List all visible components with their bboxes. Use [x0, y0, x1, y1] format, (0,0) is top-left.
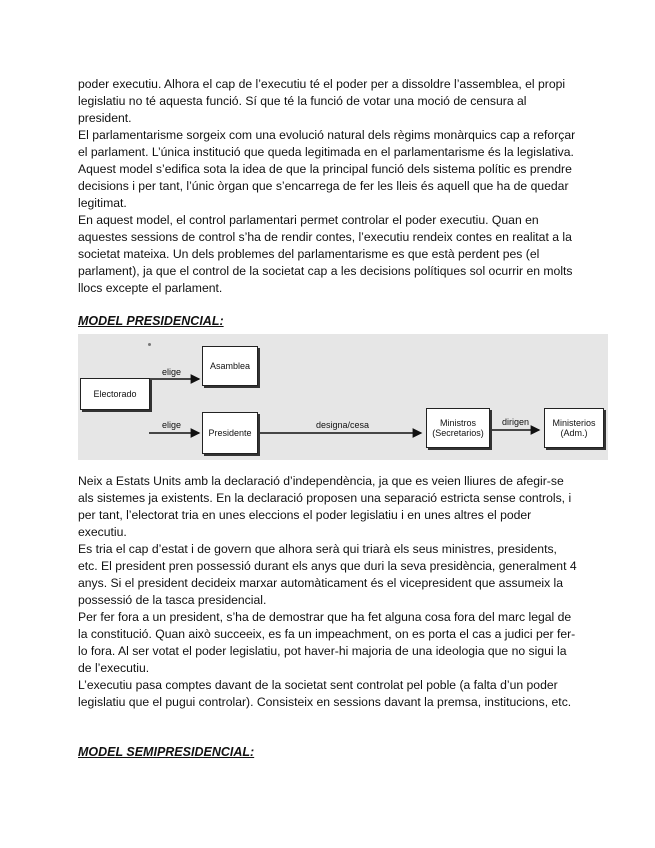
designa-cesa-label: designa/cesa — [316, 420, 370, 430]
section-heading-semipresidential: MODEL SEMIPRESIDENCIAL: — [78, 745, 255, 759]
paragraph: Per fer fora a un president, s’ha de demostrar que ha fet alguna cosa fora del marc legal de la constitució. Quan això succeeix, es fa un impeachment, on es porta el cas a judici per fer-lo fora. Al ser votat el poder legislatiu, pot haver-hi majoria de una ideologia que no sigui la de l’executiu. — [78, 610, 576, 675]
paragraph: poder executiu. Alhora el cap de l’executiu té el poder per a dissoldre l’assemblea, el propi legislatiu no té aquesta funció. Sí que té la funció de votar una moció de censura al president. — [78, 77, 566, 125]
presidential-text — [78, 473, 578, 711]
elige-label-top: elige — [162, 367, 182, 377]
asamblea-box — [202, 346, 258, 386]
electorado-box — [80, 378, 150, 410]
ministros-label: Ministros (Secretarios) — [432, 418, 484, 438]
dirigen-label: dirigen — [502, 417, 530, 427]
electorado-label: Electorado — [93, 389, 137, 399]
paragraph: El parlamentarisme sorgeix com una evolució natural dels règims monàrquics cap a reforçar el parlament. L’única institució que queda legitimada en el parlamentarisme és la legislativa. Aquest model s’edifica sota la idea de que la principal funció dels sistema polític es prendre decisions i per tant, l’únic òrgan que s’encarrega de fer les lleis és aquell que ha de quedar legitimat. — [78, 128, 576, 210]
ministros-box — [426, 408, 490, 448]
presidential-model-diagram — [78, 334, 608, 460]
diagram-arrows — [78, 334, 608, 460]
paragraph: En aquest model, el control parlamentari permet controlar el poder executiu. Quan en aquestes sessions de control s’ha de rendir contes, l’executiu rendeix contes en realitat a la societat mateixa. Un dels problemes del parlamentarisme es que està perdent pes (el parlament), ja que el control de la societat cap a les decisions polítiques sol ocurrir en molts llocs excepte el parlament. — [78, 213, 573, 295]
paragraph: L’executiu pasa comptes davant de la societat sent controlat pel poble (a falta d’un poder legislatiu que el pugui controlar). Consisteix en sessions davant la premsa, institucions, etc. — [78, 678, 572, 709]
intro-text — [78, 76, 578, 297]
ministerios-box — [544, 408, 604, 448]
elige-label-bottom: elige — [162, 420, 182, 430]
paragraph: Es tria el cap d’estat i de govern que alhora serà qui triarà els seus ministres, presidents, etc. El president pren possessió durant els anys que duri la seva presidència, generalment 4 anys. Si el president decideix marxar automàticament és el vicepresident que assumeix la possessió de la tasca presidencial. — [78, 542, 577, 607]
paragraph: Neix a Estats Units amb la declaració d’independència, ja que es veien lliures de afegir-se als sistemes ja existents. En la declaració proposen una separació estricta sense controls, i per tant, l’electorat tria en unes eleccions el poder legislatiu i en unes altres el poder executiu. — [78, 474, 572, 539]
ministerios-label: Ministerios (Adm.) — [552, 418, 596, 438]
asamblea-label: Asamblea — [209, 361, 251, 371]
presidente-label: Presidente — [208, 428, 252, 438]
presidente-box — [202, 412, 258, 454]
section-heading-presidential: MODEL PRESIDENCIAL: — [78, 314, 224, 328]
